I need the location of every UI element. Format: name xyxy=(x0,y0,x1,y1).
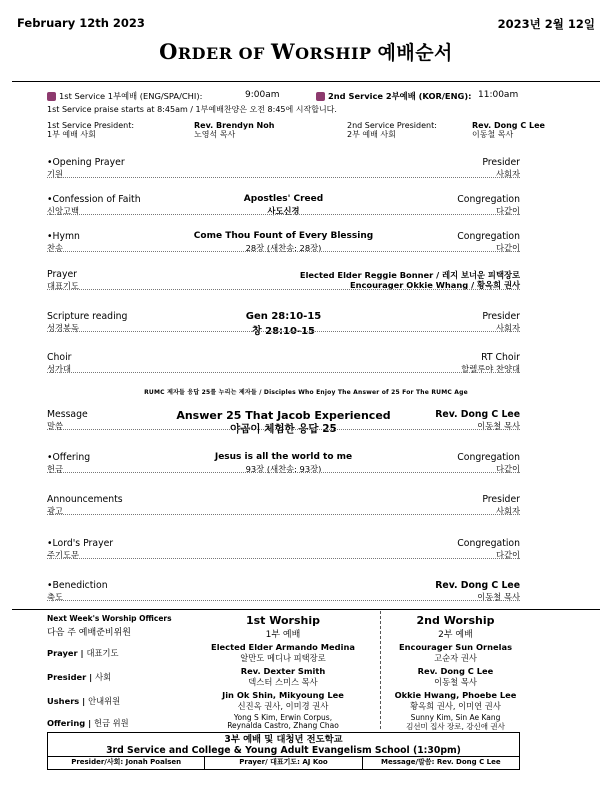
dotted-leader xyxy=(47,289,520,290)
dotted-leader xyxy=(47,600,520,601)
third-service-prayer: Prayer/ 대표기도: AJ Koo xyxy=(205,757,362,769)
second-service-time: 11:00am xyxy=(478,90,519,100)
date-korean: 2023년 2월 12일 xyxy=(497,17,595,31)
first-presider-name: Rev. Brendyn Noh 노영석 목사 xyxy=(194,121,275,139)
bulletin-page: February 12th 2023 2023년 2월 12일 ORDER OF WORSHIP 예배순서 1st Service 1부예배 (ENG/SPA/CHI): 9:00am 2nd Service 2부예배 (KOR/ENG): 11:00am 1st Service praise starts at 8:45am / 1부예배찬양은 오전 8:45에 시작합니다. 1st Service President: 1부 예배 사회 Rev. Brendyn Noh 노영석 목사 2nd Service President: 2부 예배 사회 Rev. Dong C Lee 이동철 목사 •Opening Prayer 기원 Presider 사회자 •Confession of Faith 신앙고백 Apostles' Creed 사도신경 Congregation 다같이 •Hymn 찬송 Come Thou Fount of Every Blessing 28장 (새찬송: 28장) Congregation 다같이 Prayer 대표기도 Elected Elder Reggie Bonner / 레지 보너운 피택장로 Encourager Okkie Whang / 황옥희 권사 Scripture reading 성경봉독 Gen 28:10-15 창 28:10-15 Presider 사회자 Choir 성가대 RT Choir 할렐루야 찬양대 RUMC 제자들 응답 25를 누리는 제자들 / Disciples Who Enjoy The Answer of 25 For The RUMC Age Message 말씀 Answer 25 That Jacob Experienced 야곱이 체험한 응답 25 Rev. Dong C Lee 이동철 목사 •Offering 헌금 Jesus is all the world to me 93장 (새찬송: 93장) Congregation 다같이 Announcements 광고 Presider 사회자 •Lord's Prayer 주기도문 Congregation 다같이 •Benediction 축도 Rev. Dong C Lee 이동철 목사 Next Week's Worship Officers 다음 주 예배준비위원 1st Worship 1부 예배 2nd Worship 2부 예배 Prayer | 대표기도 Elected Elder Armando Medina 알만도 메디나 피택장로 Encourager Sun Ornelas 고순자 권사 Presider | 사회 Rev. Dexter Smith 덱스터 스미스 목사 Rev. Dong C Lee 이동철 목사 Ushers | 안내위원 Jin Ok Shin, Mikyoung Lee 신진옥 권사, 이미경 권사 Okkie Hwang, Phoebe Lee 황옥희 권사, 이미연 권사 Offering | 헌금 위원 Yong S Kim, Erwin Corpus, Reynalda Castro, Zhang Chao Sunny Kim, Sin Ae Kang 김선미 집사 장로, 강신애 권사 3부 예배 및 대청년 전도학교 3rd Service and College & Young Adult Evangelism School (1:30pm) Presider/사회: Jonah Poalsen Prayer/ 대표기도: AJ Koo Message/말씀: Rev. Dong C Lee xyxy=(0,0,612,792)
first-presider-label: 1st Service President: 1부 예배 사회 xyxy=(47,121,135,139)
second-service-label: 2nd Service 2부예배 (KOR/ENG): xyxy=(316,90,471,102)
title-korean: 예배순서 xyxy=(377,42,453,64)
dotted-leader xyxy=(47,514,520,515)
dotted-leader xyxy=(47,251,520,252)
third-service-box xyxy=(47,732,520,757)
third-service-korean: 3부 예배 및 대청년 전도학교 xyxy=(224,734,343,745)
first-service-time: 9:00am xyxy=(245,90,280,100)
rumc-theme-banner: RUMC 제자들 응답 25를 누리는 제자들 / Disciples Who Enjoy The Answer of 25 For The RUMC Age xyxy=(144,389,468,396)
date-header xyxy=(17,16,595,32)
title-divider xyxy=(12,81,600,82)
dotted-leader xyxy=(47,429,520,430)
dotted-leader xyxy=(47,558,520,559)
officers-divider xyxy=(12,609,600,610)
dotted-leader xyxy=(47,177,520,178)
second-presider-label: 2nd Service President: 2부 예배 사회 xyxy=(347,121,437,139)
praise-note: 1st Service praise starts at 8:45am / 1부예배찬양은 오전 8:45에 시작합니다. xyxy=(47,105,337,114)
third-service-presider: Presider/사회: Jonah Poalsen xyxy=(48,757,205,769)
bullet-icon xyxy=(316,92,325,101)
dotted-leader xyxy=(47,331,520,332)
third-service-roles xyxy=(47,757,520,770)
bullet-icon xyxy=(47,92,56,101)
page-title: ORDER OF WORSHIP 예배순서 xyxy=(159,39,453,64)
third-service-english: 3rd Service and College & Young Adult Evangelism School (1:30pm) xyxy=(106,745,461,756)
third-service-message: Message/말씀: Rev. Dong C Lee xyxy=(380,758,501,766)
first-service-label: 1st Service 1부예배 (ENG/SPA/CHI): xyxy=(47,90,522,102)
dotted-leader xyxy=(47,214,520,215)
date-english: February 12th 2023 xyxy=(17,16,145,30)
second-presider-name: Rev. Dong C Lee 이동철 목사 xyxy=(472,121,545,139)
dotted-leader xyxy=(47,472,520,473)
dotted-leader xyxy=(47,372,520,373)
